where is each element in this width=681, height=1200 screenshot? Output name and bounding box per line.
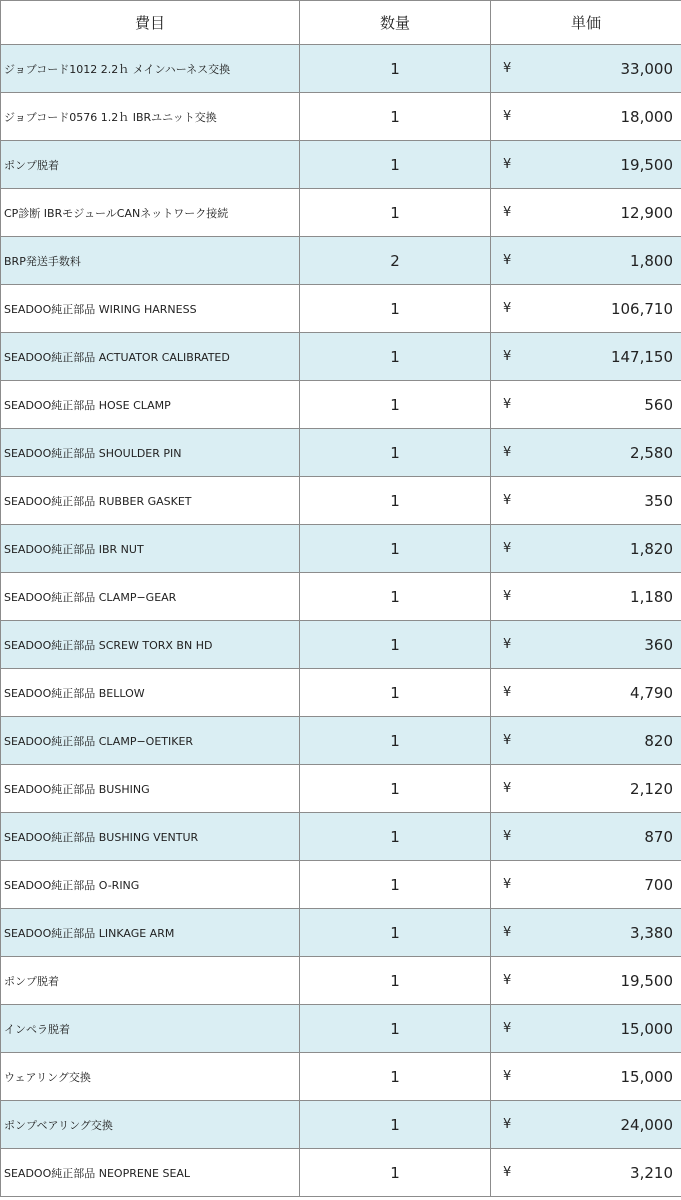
row-item: SEADOO純正部品 ACTUATOR CALIBRATED <box>1 333 300 381</box>
price-amount: 4,790 <box>630 683 673 702</box>
row-unit-price <box>491 669 681 717</box>
row-item: SEADOO純正部品 LINKAGE ARM <box>1 909 300 957</box>
row-quantity: 1 <box>300 189 491 237</box>
row-unit-price <box>491 1101 681 1149</box>
price-amount: 33,000 <box>620 59 673 78</box>
row-unit-price <box>491 765 681 813</box>
table-row <box>1 525 681 573</box>
price-amount: 1,180 <box>630 587 673 606</box>
header-row <box>1 1 681 45</box>
currency-symbol: ¥ <box>503 925 512 940</box>
currency-symbol: ¥ <box>503 637 512 652</box>
row-item: SEADOO純正部品 CLAMP−GEAR <box>1 573 300 621</box>
currency-symbol: ¥ <box>503 877 512 892</box>
table-row <box>1 1149 681 1197</box>
table-row <box>1 1101 681 1149</box>
header-quantity: 数量 <box>300 1 491 45</box>
currency-symbol: ¥ <box>503 493 512 508</box>
row-quantity: 1 <box>300 381 491 429</box>
row-unit-price <box>491 333 681 381</box>
row-item: ジョブコード1012 2.2ｈ メインハーネス交換 <box>1 45 300 93</box>
row-quantity: 2 <box>300 237 491 285</box>
price-amount: 3,380 <box>630 923 673 942</box>
price-amount: 350 <box>644 491 673 510</box>
table-row <box>1 285 681 333</box>
table-row <box>1 1005 681 1053</box>
table-row <box>1 957 681 1005</box>
row-quantity: 1 <box>300 909 491 957</box>
row-quantity: 1 <box>300 669 491 717</box>
table-row <box>1 141 681 189</box>
currency-symbol: ¥ <box>503 733 512 748</box>
table-row <box>1 189 681 237</box>
currency-symbol: ¥ <box>503 349 512 364</box>
row-unit-price <box>491 1005 681 1053</box>
table-row <box>1 717 681 765</box>
row-item: SEADOO純正部品 IBR NUT <box>1 525 300 573</box>
price-amount: 106,710 <box>610 299 673 318</box>
currency-symbol: ¥ <box>503 1117 512 1132</box>
row-unit-price <box>491 237 681 285</box>
currency-symbol: ¥ <box>503 397 512 412</box>
header-item: 費目 <box>1 1 300 45</box>
currency-symbol: ¥ <box>503 61 512 76</box>
price-amount: 1,820 <box>630 539 673 558</box>
currency-symbol: ¥ <box>503 445 512 460</box>
price-amount: 560 <box>644 395 673 414</box>
currency-symbol: ¥ <box>503 157 512 172</box>
currency-symbol: ¥ <box>503 205 512 220</box>
currency-symbol: ¥ <box>503 1069 512 1084</box>
price-amount: 360 <box>644 635 673 654</box>
currency-symbol: ¥ <box>503 973 512 988</box>
row-item: SEADOO純正部品 WIRING HARNESS <box>1 285 300 333</box>
currency-symbol: ¥ <box>503 253 512 268</box>
row-item: CP診断 IBRモジュールCANネットワーク接続 <box>1 189 300 237</box>
table-row <box>1 237 681 285</box>
row-quantity: 1 <box>300 45 491 93</box>
row-quantity: 1 <box>300 621 491 669</box>
currency-symbol: ¥ <box>503 541 512 556</box>
price-amount: 15,000 <box>620 1019 673 1038</box>
currency-symbol: ¥ <box>503 685 512 700</box>
row-unit-price <box>491 93 681 141</box>
price-amount: 12,900 <box>620 203 673 222</box>
table-row <box>1 45 681 93</box>
row-unit-price <box>491 909 681 957</box>
row-quantity: 1 <box>300 765 491 813</box>
price-amount: 15,000 <box>620 1067 673 1086</box>
row-item: SEADOO純正部品 NEOPRENE SEAL <box>1 1149 300 1197</box>
price-amount: 820 <box>644 731 673 750</box>
currency-symbol: ¥ <box>503 1021 512 1036</box>
row-quantity: 1 <box>300 285 491 333</box>
row-quantity: 1 <box>300 1101 491 1149</box>
row-item: SEADOO純正部品 BELLOW <box>1 669 300 717</box>
row-quantity: 1 <box>300 573 491 621</box>
row-unit-price <box>491 861 681 909</box>
row-item: SEADOO純正部品 O-RING <box>1 861 300 909</box>
row-quantity: 1 <box>300 717 491 765</box>
currency-symbol: ¥ <box>503 829 512 844</box>
row-item: ジョブコード0576 1.2ｈ IBRユニット交換 <box>1 93 300 141</box>
row-quantity: 1 <box>300 93 491 141</box>
row-item: ポンプベアリング交換 <box>1 1101 300 1149</box>
row-unit-price <box>491 381 681 429</box>
table-row <box>1 669 681 717</box>
row-quantity: 1 <box>300 141 491 189</box>
row-item: ウェアリング交換 <box>1 1053 300 1101</box>
currency-symbol: ¥ <box>503 301 512 316</box>
row-item: インペラ脱着 <box>1 1005 300 1053</box>
row-item: SEADOO純正部品 CLAMP−OETIKER <box>1 717 300 765</box>
table-row <box>1 861 681 909</box>
row-quantity: 1 <box>300 1149 491 1197</box>
table-row <box>1 765 681 813</box>
row-unit-price <box>491 1149 681 1197</box>
row-quantity: 1 <box>300 957 491 1005</box>
row-unit-price <box>491 525 681 573</box>
table-row <box>1 813 681 861</box>
price-amount: 2,120 <box>630 779 673 798</box>
row-unit-price <box>491 189 681 237</box>
table-body <box>1 45 681 1197</box>
row-item: BRP発送手数料 <box>1 237 300 285</box>
row-item: SEADOO純正部品 SHOULDER PIN <box>1 429 300 477</box>
table-row <box>1 333 681 381</box>
row-item: ポンプ脱着 <box>1 957 300 1005</box>
price-amount: 19,500 <box>620 971 673 990</box>
row-item: SEADOO純正部品 RUBBER GASKET <box>1 477 300 525</box>
row-quantity: 1 <box>300 861 491 909</box>
row-quantity: 1 <box>300 1005 491 1053</box>
row-unit-price <box>491 573 681 621</box>
table-row <box>1 477 681 525</box>
row-unit-price <box>491 429 681 477</box>
price-amount: 147,150 <box>610 347 673 366</box>
price-amount: 1,800 <box>630 251 673 270</box>
row-quantity: 1 <box>300 813 491 861</box>
currency-symbol: ¥ <box>503 1165 512 1180</box>
table-row <box>1 429 681 477</box>
price-amount: 3,210 <box>630 1163 673 1182</box>
row-unit-price <box>491 45 681 93</box>
row-quantity: 1 <box>300 525 491 573</box>
table-row <box>1 381 681 429</box>
row-quantity: 1 <box>300 333 491 381</box>
row-unit-price <box>491 621 681 669</box>
row-unit-price <box>491 477 681 525</box>
row-item: SEADOO純正部品 HOSE CLAMP <box>1 381 300 429</box>
row-quantity: 1 <box>300 1053 491 1101</box>
price-amount: 19,500 <box>620 155 673 174</box>
price-amount: 18,000 <box>620 107 673 126</box>
row-item: SEADOO純正部品 BUSHING <box>1 765 300 813</box>
price-amount: 2,580 <box>630 443 673 462</box>
row-item: ポンプ脱着 <box>1 141 300 189</box>
price-amount: 24,000 <box>620 1115 673 1134</box>
price-amount: 870 <box>644 827 673 846</box>
row-unit-price <box>491 957 681 1005</box>
currency-symbol: ¥ <box>503 109 512 124</box>
table-row <box>1 621 681 669</box>
row-unit-price <box>491 141 681 189</box>
row-unit-price <box>491 285 681 333</box>
row-unit-price <box>491 1053 681 1101</box>
row-item: SEADOO純正部品 SCREW TORX BN HD <box>1 621 300 669</box>
row-item: SEADOO純正部品 BUSHING VENTUR <box>1 813 300 861</box>
table-row <box>1 93 681 141</box>
table-row <box>1 1053 681 1101</box>
header-unit-price: 単価 <box>491 1 681 45</box>
row-quantity: 1 <box>300 477 491 525</box>
table-row <box>1 909 681 957</box>
currency-symbol: ¥ <box>503 589 512 604</box>
price-amount: 700 <box>644 875 673 894</box>
currency-symbol: ¥ <box>503 781 512 796</box>
row-unit-price <box>491 717 681 765</box>
row-quantity: 1 <box>300 429 491 477</box>
table-row <box>1 573 681 621</box>
row-unit-price <box>491 813 681 861</box>
